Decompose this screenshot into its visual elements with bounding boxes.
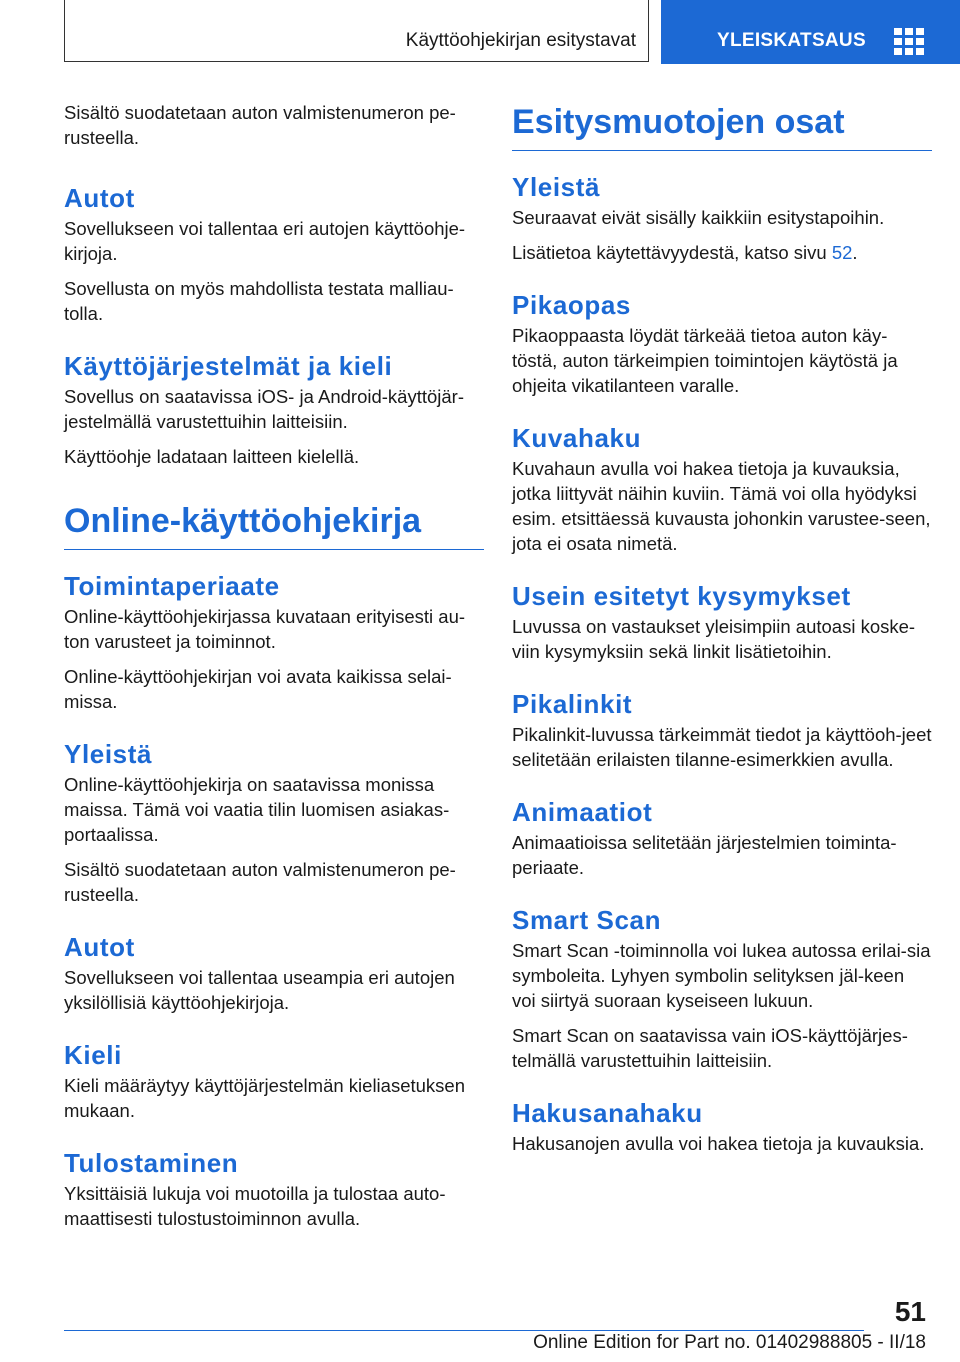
grid-icon xyxy=(894,28,924,54)
heading-autot: Autot xyxy=(64,183,135,213)
paragraph: Seuraavat eivät sisälly kaikkiin esitystapoihin. xyxy=(512,207,885,228)
heading-toimintaperiaate: Toimintaperiaate xyxy=(64,571,280,601)
paragraph: Animaatioissa selitetään järjestelmien toiminta-periaate. xyxy=(512,832,897,878)
heading-yleista-right: Yleistä xyxy=(512,172,601,202)
paragraph: Kuvahaun avulla voi hakea tietoja ja kuvauksia, jotka liittyvät näihin kuviin. Tämä voi olla hyödyksi esim. etsittäessä kuvausta johonkin varustee-seen, jota ei osata nimetä. xyxy=(512,458,931,554)
left-column xyxy=(64,100,484,1241)
paragraph: Online-käyttöohjekirjassa kuvataan erityisesti au-ton varusteet ja toiminnot. xyxy=(64,606,466,652)
heading-pikaopas: Pikaopas xyxy=(512,290,631,320)
paragraph: Sisältö suodatetaan auton valmistenumeron pe-rusteella. xyxy=(64,859,456,905)
heading-faq: Usein esitetyt kysymykset xyxy=(512,581,851,611)
header-tab-label: YLEISKATSAUS xyxy=(717,30,866,51)
footer-edition: Online Edition for Part no. 01402988805 - II/18 xyxy=(533,1332,926,1353)
paragraph: Sovellukseen voi tallentaa useampia eri autojen yksilöllisiä käyttöohjekirjoja. xyxy=(64,967,455,1013)
heading-kieli: Kieli xyxy=(64,1040,122,1070)
footer-divider xyxy=(64,1330,864,1331)
paragraph: Online-käyttöohjekirjan voi avata kaikissa selai-missa. xyxy=(64,666,452,712)
paragraph: Online-käyttöohjekirja on saatavissa monissa maissa. Tämä voi vaatia tilin luomisen asiakas-portaalissa. xyxy=(64,774,450,845)
paragraph: Smart Scan -toiminnolla voi lukea autossa erilai-sia symboleita. Lyhyen symbolin selityksen jäl-keen voi siirtyä suoraan kyseiseen lukuun. xyxy=(512,940,931,1011)
section-title-online: Online-käyttöohjekirja xyxy=(64,499,484,550)
heading-kuvahaku: Kuvahaku xyxy=(512,423,642,453)
paragraph: Sovellusta on myös mahdollista testata malliau-tolla. xyxy=(64,278,454,324)
heading-smart-scan: Smart Scan xyxy=(512,905,662,935)
header-tab[interactable] xyxy=(661,0,960,64)
paragraph: Yksittäisiä lukuja voi muotoilla ja tulostaa auto-maattisesti tulostustoiminnon avulla. xyxy=(64,1183,446,1229)
paragraph: Kieli määräytyy käyttöjärjestelmän kieliasetuksen mukaan. xyxy=(64,1075,466,1121)
paragraph: Pikalinkit-luvussa tärkeimmät tiedot ja käyttöoh-jeet selitetään erilaisten tilanne-esimerkkien avulla. xyxy=(512,724,932,770)
paragraph: Sovellus on saatavissa iOS- ja Android-käyttöjär-jestelmällä varustettuihin laitteisiin. xyxy=(64,386,464,432)
right-column xyxy=(512,100,932,1166)
heading-pikalinkit: Pikalinkit xyxy=(512,689,633,719)
page-number: 51 xyxy=(894,1296,926,1327)
paragraph: Luvussa on vastaukset yleisimpiin autoasi koske-viin kysymyksiin sekä linkit lisätietoihin. xyxy=(512,616,916,662)
header-section-box xyxy=(64,0,649,62)
heading-hakusanahaku: Hakusanahaku xyxy=(512,1098,703,1128)
paragraph: Pikaoppaasta löydät tärkeää tietoa auton käy-töstä, auton tärkeimpien toimintojen käytöstä ja ohjeita vikatilanteen varalle. xyxy=(512,325,898,396)
paragraph: Sovellukseen voi tallentaa eri autojen käyttöohje-kirjoja. xyxy=(64,218,466,264)
header-section-title: Käyttöohjekirjan esitystavat xyxy=(405,30,636,51)
heading-tulostaminen: Tulostaminen xyxy=(64,1148,239,1178)
page-link[interactable]: 52 xyxy=(831,242,853,263)
heading-os: Käyttöjärjestelmät ja kieli xyxy=(64,351,393,381)
paragraph: Käyttöohje ladataan laitteen kielellä. xyxy=(64,446,360,467)
paragraph: Lisätietoa käytettävyydestä, katso sivu 52. xyxy=(512,242,858,263)
section-title-esitysmuodot: Esitysmuotojen osat xyxy=(512,100,932,151)
heading-yleista: Yleistä xyxy=(64,739,153,769)
heading-animaatiot: Animaatiot xyxy=(512,797,653,827)
paragraph: Hakusanojen avulla voi hakea tietoja ja kuvauksia. xyxy=(512,1133,925,1154)
intro-paragraph: Sisältö suodatetaan auton valmistenumeron pe-rusteella. xyxy=(64,102,456,148)
heading-autot-2: Autot xyxy=(64,932,135,962)
paragraph: Smart Scan on saatavissa vain iOS-käyttöjärjes-telmällä varustettuihin laitteisiin. xyxy=(512,1025,908,1071)
